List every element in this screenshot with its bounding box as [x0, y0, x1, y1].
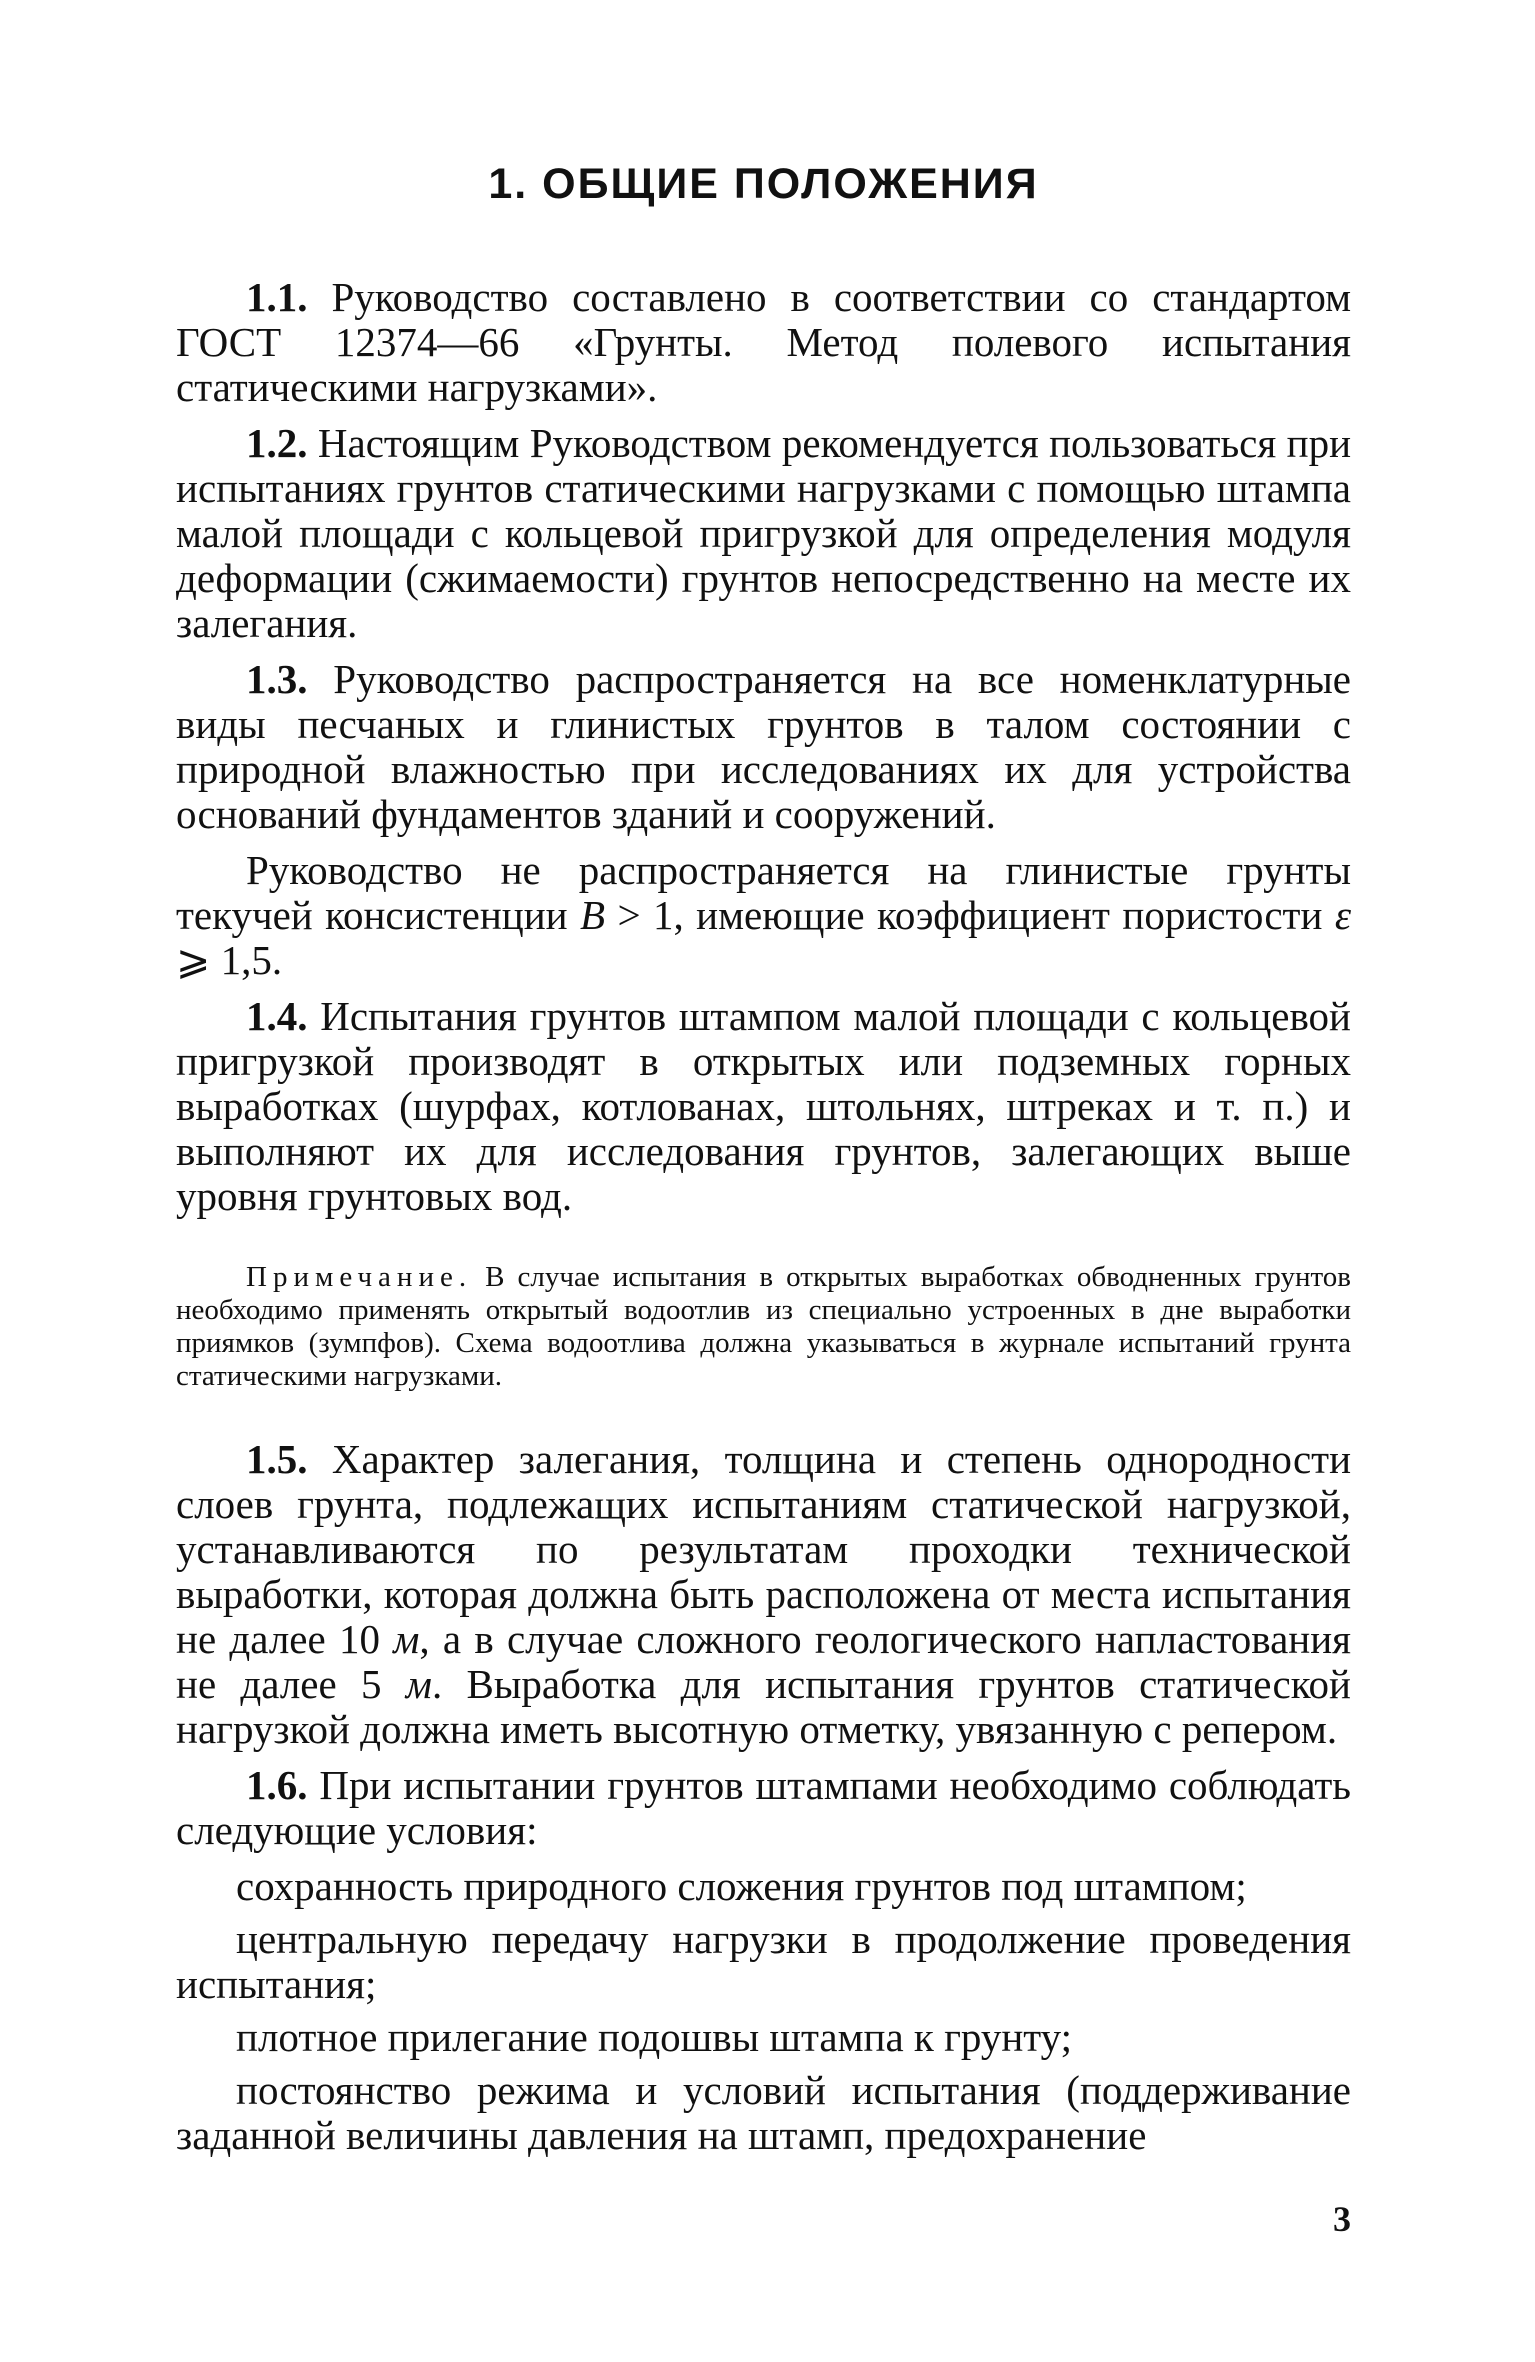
paragraph-number: 1.6.: [246, 1762, 308, 1808]
paragraph-text: При испытании грунтов штампами необходимо соблюдать следующие условия:: [176, 1762, 1351, 1853]
variable-epsilon: ε: [1334, 892, 1351, 938]
document-page: [176, 160, 1351, 2166]
note-text: В случае испытания в открытых выработках обводненных грунтов необходимо применять открытый водоотлив из специально устроенных в дне выработки приямков (зумпфов). Схема водоотлива должна указываться в журнале испытаний грунта статическими нагрузками.: [176, 1261, 1352, 1392]
note-label: Примечание.: [246, 1261, 473, 1293]
paragraph-number: 1.4.: [246, 993, 308, 1039]
section-title: 1. ОБЩИЕ ПОЛОЖЕНИЯ: [488, 160, 1039, 208]
paragraph-number: 1.5.: [246, 1436, 308, 1482]
paragraph-number: 1.1.: [246, 274, 308, 320]
unit-meter: м: [405, 1661, 432, 1707]
paragraph-text: Испытания грунтов штампом малой площади с кольцевой пригрузкой производят в открытых или подземных горных выработках (шурфах, котлованах, штольнях, штреках и т. п.) и выполняют их для исследования грунтов, залегающих выше уровня грунтовых вод.: [176, 993, 1351, 1219]
condition-item: плотное прилегание подошвы штампа к грунту;: [236, 2014, 1073, 2060]
condition-item: центральную передачу нагрузки в продолжение проведения испытания;: [176, 1916, 1351, 2007]
paragraph-text: Настоящим Руководством рекомендуется пользоваться при испытаниях грунтов статическими нагрузками с помощью штампа малой площади с кольцевой пригрузкой для определения модуля деформации (сжимаемости) грунтов непосредственно на месте их залегания.: [176, 420, 1352, 646]
condition-item: постоянство режима и условий испытания (поддерживание заданной величины давления на штамп, предохранение: [176, 2067, 1351, 2158]
paragraph-text: . Выработка для испытания грунтов статической нагрузкой должна иметь высотную отметку, увязанную с репером.: [176, 1661, 1351, 1752]
paragraph-number: 1.2.: [246, 420, 308, 466]
paragraph-1-4: [176, 994, 1351, 1219]
note: [176, 1261, 1351, 1393]
paragraph-1-1: [176, 275, 1351, 410]
paragraph-text: Характер залегания, толщина и степень однородности слоев грунта, подлежащих испытаниям статической нагрузкой, устанавливаются по результатам проходки технической выработки, которая должна быть расположена от места испытания не далее 10: [176, 1436, 1352, 1662]
paragraph-1-3-exclusion: [176, 848, 1351, 983]
paragraph-text: , а в случае сложного геологического напластования не далее 5: [176, 1616, 1352, 1707]
page-number: 3: [1333, 2199, 1351, 2239]
unit-meter: м: [393, 1616, 420, 1662]
paragraph-1-5: [176, 1437, 1351, 1752]
paragraph-text: ⩾ 1,5.: [176, 937, 283, 983]
paragraph-text: > 1, имеющие коэффициент пористости: [605, 892, 1335, 938]
paragraph-1-2: [176, 421, 1351, 646]
paragraph-text: Руководство не распространяется на глинистые грунты текучей консистенции: [176, 847, 1351, 938]
paragraph-1-3: [176, 657, 1351, 837]
paragraph-1-6: [176, 1763, 1351, 1853]
paragraph-text: Руководство распространяется на все номенклатурные виды песчаных и глинистых грунтов в талом состоянии с природной влажностью при исследованиях их для устройства оснований фундаментов зданий и сооружений.: [176, 656, 1352, 837]
condition-item: сохранность природного сложения грунтов под штампом;: [236, 1863, 1247, 1909]
variable-b: B: [580, 892, 606, 938]
paragraph-number: 1.3.: [246, 656, 308, 702]
paragraph-text: Руководство составлено в соответствии со стандартом ГОСТ 12374—66 «Грунты. Метод полевого испытания статическими нагрузками».: [176, 274, 1352, 410]
